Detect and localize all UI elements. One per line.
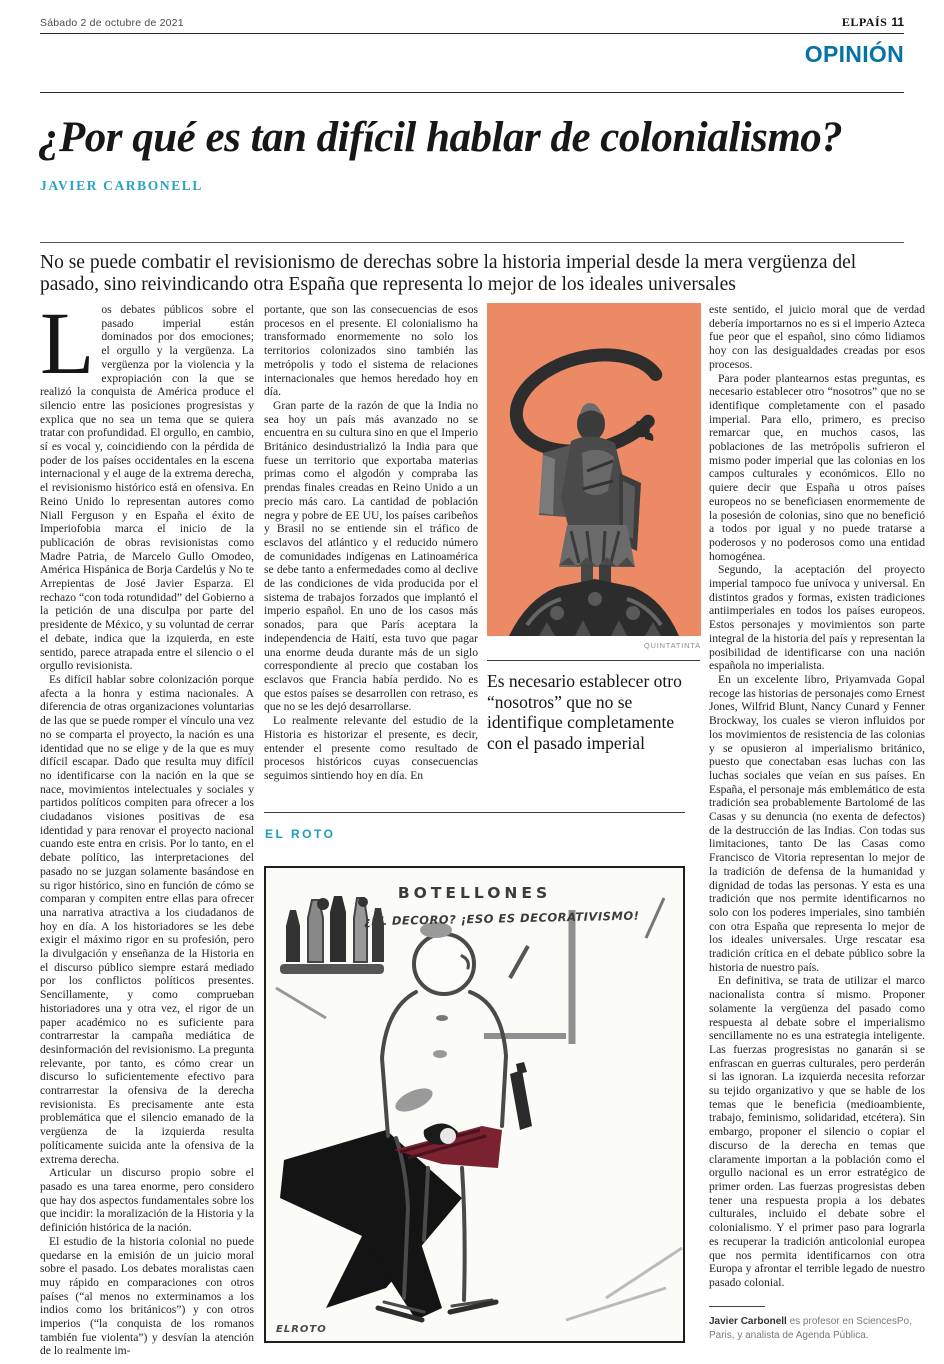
pullquote-rule bbox=[487, 660, 700, 661]
paragraph: El estudio de la historia colonial no puede quedarse en la emisión de un juicio moral sobre el pasado. Los debates moralistas caen muy rápido en comparaciones con otros países (“al menos no exterminamos a los indios como los británicos”) y con otros imperios (“la conquista de los romanos también fue violenta”) y desvían la atención de lo realmente im- bbox=[40, 1234, 254, 1358]
cartoon-author-label: EL ROTO bbox=[265, 827, 336, 841]
paragraph: Gran parte de la razón de que la India no sea hoy un país más avanzado no se encuentra en su cultura sino en que el Imperio Británico desindustrializó la India para que fuese un territorio que exportaba materias primas como el algodón y compraba las prendas finales creadas en Reino Unido a un precio más caro. La cantidad de población negra y pobre de EE UU, los países caribeños y Brasil no se entiende sin el tráfico de esclavos del atlántico y el reducido número de comunidades indígenas en Latinoamérica se debe tanto a enfermedades como al declive de las condiciones de vida producida por el sistema de trabajos forzados que implantó el imperio español. En uno de los casos más sonados, para que París aceptara la independencia de Haití, esta tuvo que pagar una enorme deuda durante más de un siglo correspondiente al precio que costaban los esclavos que Francia había perdido. No es que estos países se desarrollen con retraso, es que no se les dejó desarrollarse. bbox=[264, 398, 478, 714]
paragraph: En definitiva, se trata de utilizar el marco nacionalista contra sí mismo. Proponer solamente la vergüenza del pasado como respuesta al debate sobre el imperialismo sencillamente no es una estrategia inteligente. Las fuerzas progresistas no ganarán si se enfrascan en guerras culturales, pero perderán si las ignoran. La izquierda necesita reforzar su tejido organizativo y que se hable de los temas que le beneficia (medioambiente, trabajo, feminismo, solidaridad, etcétera). Sin embargo, proponer el silencio o copiar el discurso de la derecha en temas que claramente importan a la población como el orgullo nacional es un error estratégico de primer orden. Las fuerzas progresistas deben tener una respuesta propia a los debates culturales, incluido el debate sobre el colonialismo. Y el primer paso para lograrla es recuperar la tradición anticolonial europea que nos permita identificarnos con otra Europa y afrontar el terrible legado de nuestro pasado colonial. bbox=[709, 974, 925, 1289]
drop-cap: L bbox=[40, 303, 95, 393]
deck-rule bbox=[40, 242, 904, 243]
article-deck: No se puede combatir el revisionismo de derechas sobre la historia imperial desde la mera vergüenza del pasado, sino reivindicando otra España que representa lo mejor de los ideales universales bbox=[40, 252, 857, 295]
author-bio bbox=[709, 1315, 927, 1342]
body-column-2 bbox=[264, 303, 478, 810]
bio-rule bbox=[709, 1306, 765, 1307]
statue-illustration bbox=[487, 303, 701, 636]
article-headline: ¿Por qué es tan difícil hablar de colonialismo? bbox=[38, 114, 843, 161]
author-bio-name: Javier Carbonell bbox=[709, 1316, 787, 1327]
body-column-4 bbox=[709, 303, 925, 1300]
section-rule bbox=[40, 92, 904, 93]
cartoon-drawing bbox=[266, 868, 683, 1341]
paragraph: Segundo, la aceptación del proyecto imperial tampoco fue unívoca y universal. En distintos grados y formas, existen tradiciones antiimperiales en todos los países europeos. Estos personajes y movimientos son parte integral de la historia del país y representan la posibilidad de identificarse con una nación española no imperialista. bbox=[709, 563, 925, 673]
cartoon-caption: ¿EL DECORO? ¡ESO ES DECORATIVISMO! bbox=[363, 908, 640, 929]
cartoon-title: BOTELLONES bbox=[397, 884, 552, 902]
masthead-brand bbox=[842, 15, 904, 30]
columbus-statue-image bbox=[487, 303, 701, 636]
pull-quote: Es necesario establecer otro “nosotros” que no se identifique completamente con el pasado imperial bbox=[487, 671, 682, 753]
photo-credit: QUINTATINTA bbox=[643, 641, 701, 650]
page-number: 11 bbox=[891, 15, 904, 29]
brand-logo: ELPAÍS bbox=[841, 15, 888, 29]
editorial-cartoon bbox=[264, 866, 685, 1343]
paragraph: Articular un discurso propio sobre el pasado es una tarea enorme, pero considero que hay dos aspectos fundamentales sobre los que incidir: la moralización de la Historia y la definición histórica de la nación. bbox=[40, 1166, 254, 1235]
author-bio-text: es profesor en SciencesPo, Paris, y analista de Agenda Pública. bbox=[709, 1316, 912, 1341]
paragraph: portante, que son las consecuencias de esos procesos en el presente. El colonialismo ha transformado enormemente no solo los territorios colonizados sino también las metrópolis y todo el sistema de relaciones internacionales que hemos heredado hoy en día. bbox=[264, 303, 478, 399]
paragraph: este sentido, el juicio moral que de verdad debería importarnos no es si el imperio Azteca fue peor que el español, sino cómo lidiamos hoy con las desigualdades creadas por esos procesos. bbox=[709, 303, 925, 371]
paragraph: Los debates públicos sobre el pasado imperial están dominados por dos emociones; el orgullo y la vergüenza. La vergüenza por la violencia y la expropiación con la que se realizó la conquista de América produce el silencio entre las posiciones progresistas y explica que no sea un tema que se quiera tratar con profundidad. El orgullo, en cambio, sí es vocal y, coincidiendo con la pérdida de poder de los países occidentales en la escena internacional y el auge de la extrema derecha, el revisionismo histórico está en ofensiva. En Reino Unido lo representan autores como Niall Ferguson y en España el éxito de Imperiofobia marca el inicio de la publicación de obras revisionistas como Madre Patria, de Marcelo Gullo Omodeo, América Hispánica de Borja Cardelús y No te Arrepientas de José Javier Esparza. El rechazo “con toda rotundidad” del Gobierno a la petición de una disculpa por parte del presidente de México, y su voluntad de cerrar el debate, indica que la izquierda, en este sentido, parece atrapada entre el silencio o el orgullo revisionista. bbox=[40, 303, 254, 673]
paragraph-group bbox=[40, 673, 254, 1358]
paragraph: En un excelente libro, Priyamvada Gopal recoge las historias de personajes como Ernest Jones, Wilfrid Blunt, Nancy Cunard y Fenner Brockway, los cuales se vieron influidos por los movimientos de resistencia de las colonias y se opusieron al imperialismo británico, puesto que conectaban esas luchas con las luchas sociales que veían en sus países. En España, el personaje más emblemático de esta tradición sea probablemente Bartolomé de las Casas y su denuncia (no exenta de defectos) de la destrucción de las Indias. Con todas sus limitaciones, tanto De las Casas como Francisco de Vitoria representan lo mejor de la tradición de defensa de la humanidad y dignidad de todas las personas. Y esta es una tradición que nos permite identificarnos no solo con los poderes imperiales, sino también con otra España que representa lo mejor de los ideales universales. Urge rescatar esa tradición crítica en el debate público sobre la historia de nuestro país. bbox=[709, 672, 925, 974]
article-byline: JAVIER CARBONELL bbox=[40, 178, 204, 193]
paragraph: Es difícil hablar sobre colonización porque afecta a la honra y estima nacionales. A diferencia de otras organizaciones voluntarias de las que se puede romper el vínculo una vez no se comparta el proyecto, la nación es una identidad que no se elige y de la que es muy difícil escapar. Dado que resulta muy difícil no identificarse con la nación en la que se nace, movimientos intelectuales y sociales y partidos políticos compiten para ofrecer a los ciudadanos visiones positivas de esa identidad y para renovar el proyecto nacional cuando este entra en crisis. Por lo tanto, en el debate político, las interpretaciones del pasado no se juzgan solamente basándose en su rigor histórico, sino en función de cómo se comparan y compiten entre ellas para ofrecer una narrativa atractiva a los ciudadanos de hoy en día. A los historiadores se les debe exigir el máximo rigor en su profesión, pero la divulgación y enseñanza de la Historia en el discurso público siempre estará mediado por los conflictos políticos presentes. Sencillamente, y como comprueban historiadores una y otra vez, el rigor de un paper académico no es suficiente para contrarrestar la campaña mediática de desinformación del revisionismo. La pregunta relevante, por tanto, es cómo crear un discurso lo suficientemente efectivo para contrarrestar la ofensiva de la derecha revisionista. Es precisamente ante esta problemática que el silencio emanado de la vergüenza de la izquierda resulta políticamente suicida ante la ofensiva de la extrema derecha. bbox=[40, 672, 254, 1166]
paragraph: Lo realmente relevante del estudio de la Historia es historizar el presente, es decir, entender el presente como resultado de procesos históricos cuyas consecuencias seguimos sintiendo hoy en día. En bbox=[264, 714, 478, 782]
bottles-group bbox=[280, 896, 384, 974]
cartoon-rule bbox=[264, 812, 685, 813]
section-title: OPINIÓN bbox=[804, 41, 904, 67]
header-rule bbox=[40, 33, 904, 34]
body-column-1 bbox=[40, 303, 254, 1362]
paragraph: Para poder plantearnos estas preguntas, es necesario establecer otro “nosotros” que no se identifique completamente con el pasado imperial. Para ello, primero, es preciso remarcar que, en muchos casos, las poblaciones de las metrópolis sufrieron el mismo poder imperial que las colonias en los campos culturales y económicos. Ello no quiere decir que España u otros países europeos no se beneficiasen enormemente de la posesión de colonias, sino que no benefició a todos por igual y no puede tratarse a poderosos y no poderosos como una entidad homogénea. bbox=[709, 371, 925, 563]
edition-date: Sábado 2 de octubre de 2021 bbox=[40, 17, 184, 29]
cartoon-signature: ELROTO bbox=[276, 1324, 327, 1335]
